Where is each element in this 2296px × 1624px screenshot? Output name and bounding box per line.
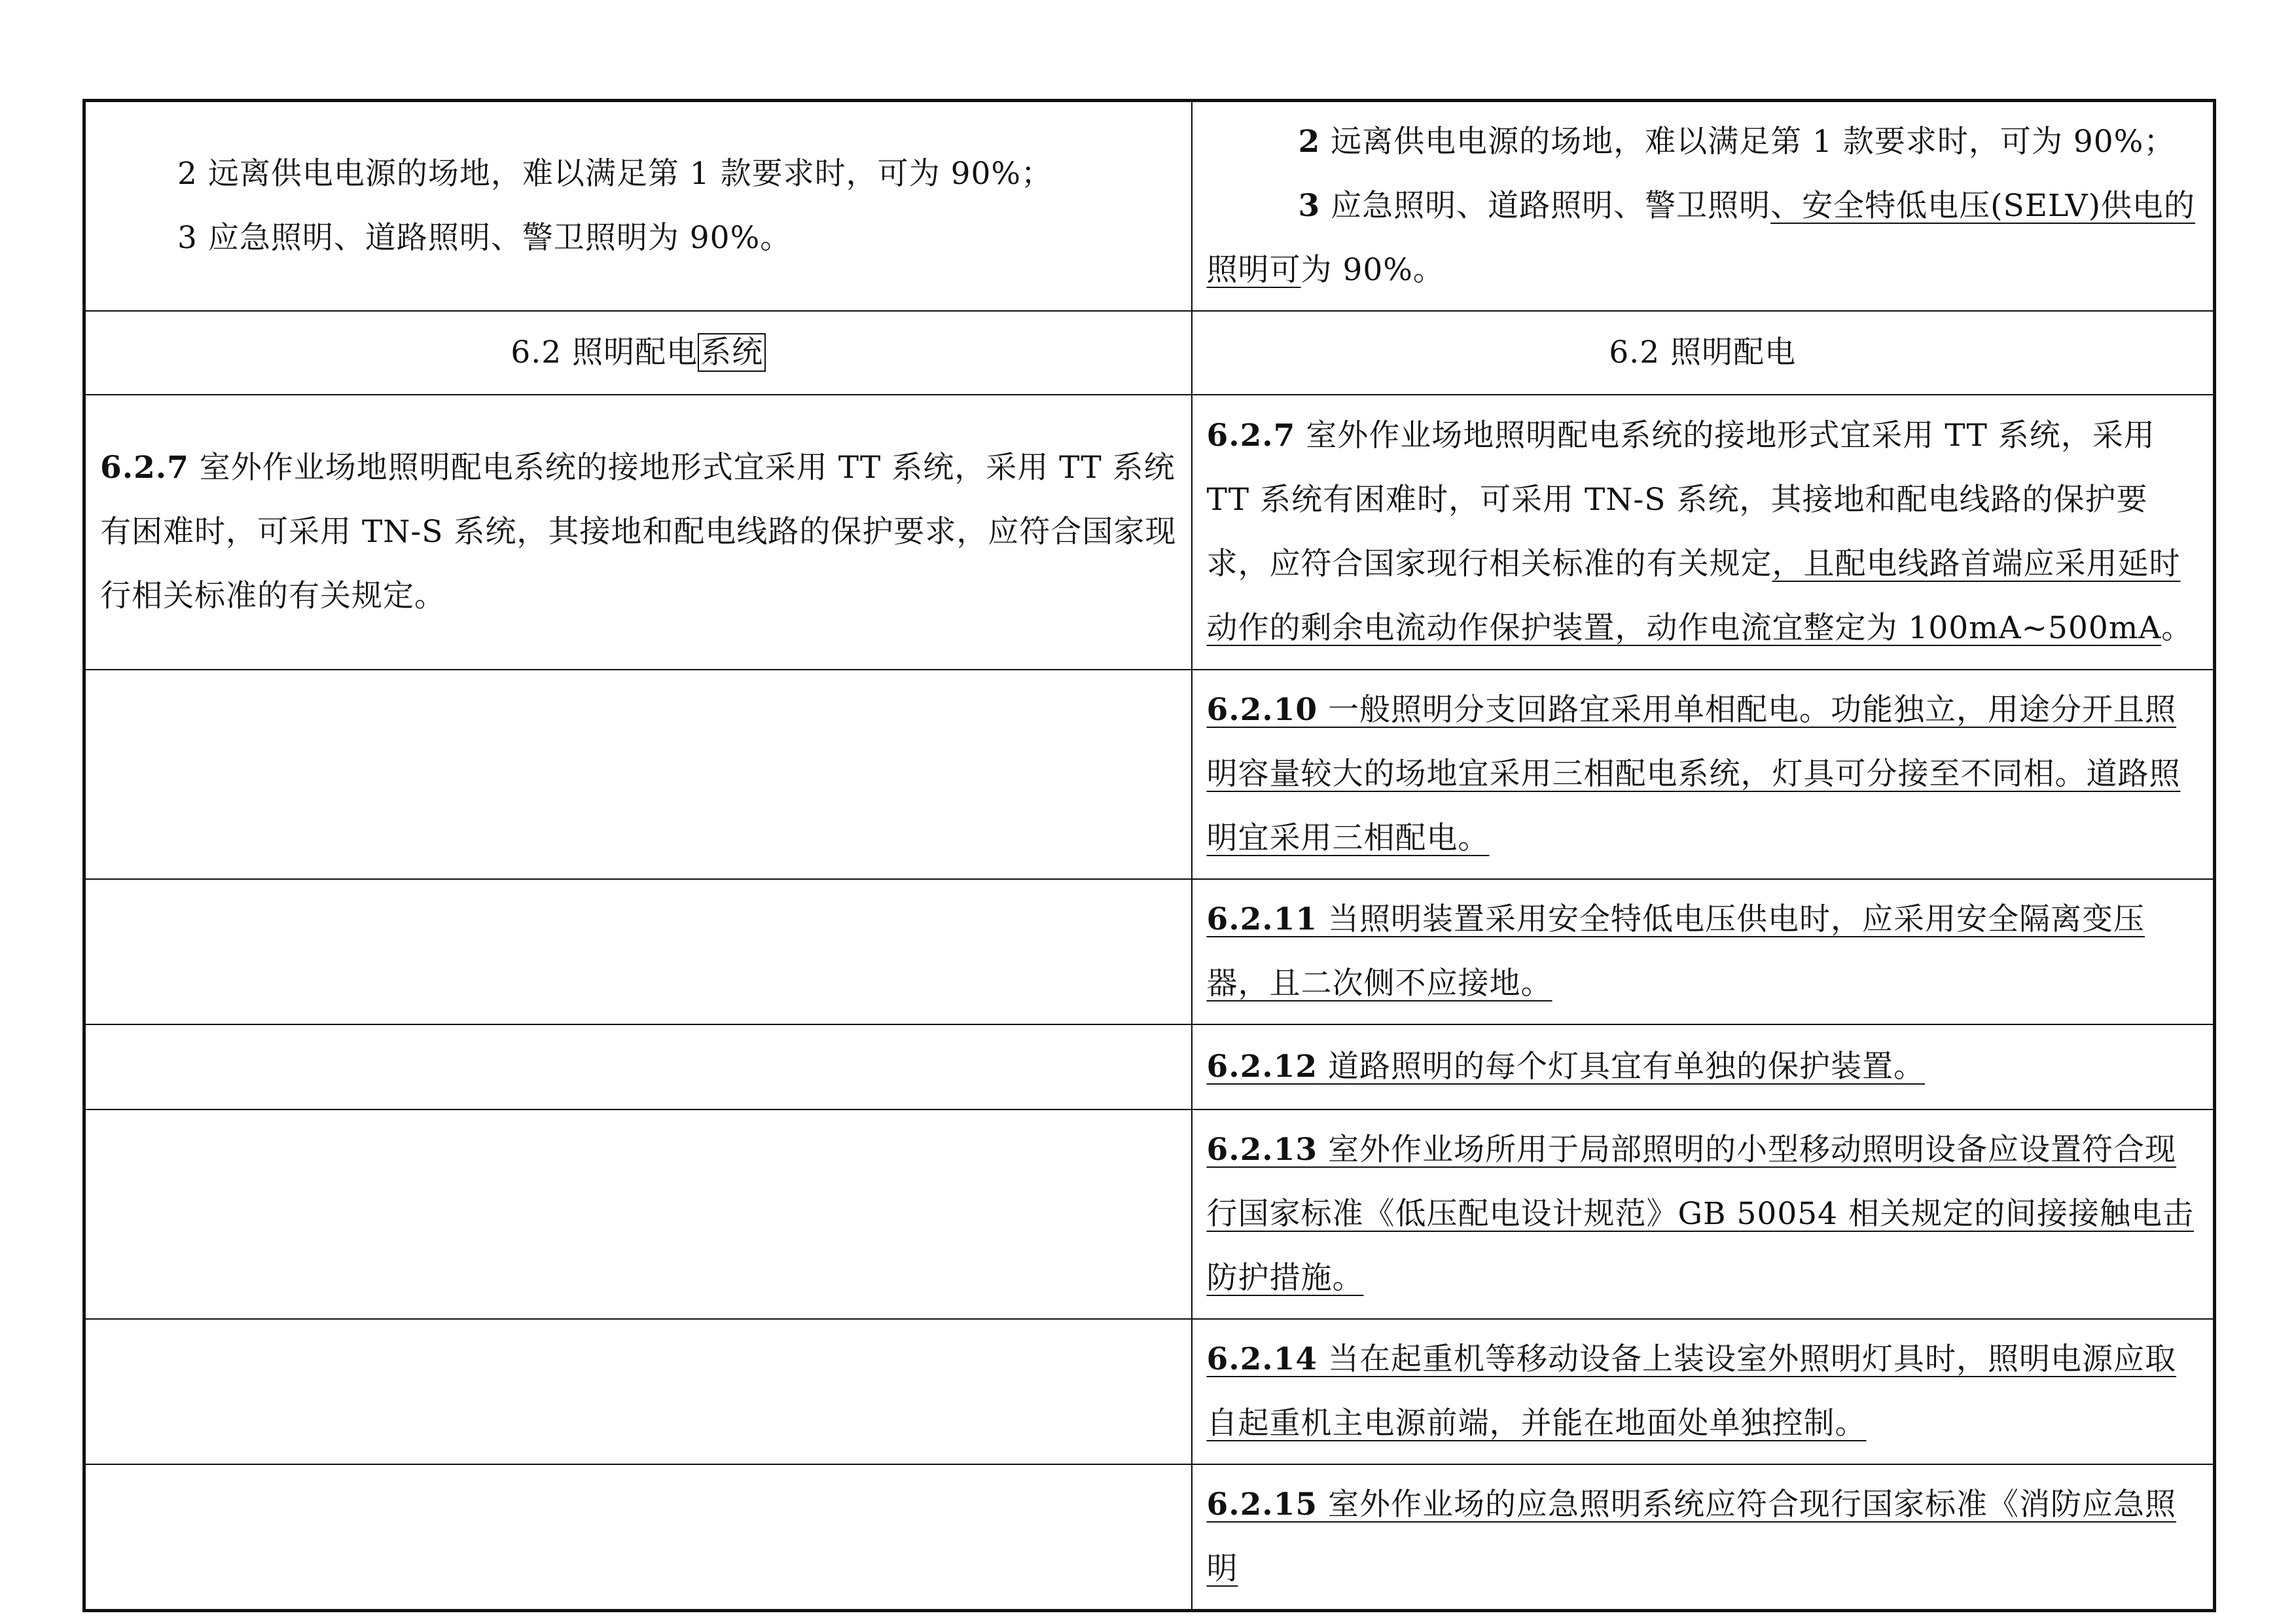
deleted-text-box: 系统 [698,333,766,372]
table-row [86,1024,2213,1110]
right-section-heading: 6.2 照明配电 [1192,311,2214,395]
table-row [86,1319,2213,1464]
table-row [86,879,2213,1024]
left-item-3: 3 应急照明、道路照明、警卫照明为 90%。 [177,220,792,256]
revised-text: 、安全特低电压(SELV)供电的照明可 [1206,188,2195,288]
left-empty-cell [86,1110,1192,1319]
right-item-3: 3 应急照明、道路照明、警卫照明、安全特低电压(SELV)供电的照明可为 90%。 [1206,188,2195,288]
table-row [86,102,2213,311]
right-cell-row1 [1192,102,2214,311]
left-empty-cell [86,879,1192,1024]
left-empty-cell [86,1024,1192,1110]
left-cell-row1 [86,102,1192,311]
left-item-2: 2 远离供电电源的场地，难以满足第 1 款要求时，可为 90%； [177,156,1053,192]
comparison-document [82,99,2216,1612]
revised-text: ，且配电线路首端应采用延时动作的剩余电流动作保护装置，动作电流宜整定为 100mA~500mA [1206,546,2181,646]
table-row [86,311,2213,395]
left-empty-cell [86,1464,1192,1609]
left-empty-cell [86,670,1192,879]
right-clause-6-2-15: 6.2.15 室外作业场的应急照明系统应符合现行国家标准《消防应急照明 [1192,1464,2214,1609]
left-section-heading: 6.2 照明配电系统 [86,311,1192,395]
comparison-table [86,102,2213,1609]
table-row [86,670,2213,879]
right-clause-6-2-7: 6.2.7 室外作业场地照明配电系统的接地形式宜采用 TT 系统，采用 TT 系统有困难时，可采用 TN-S 系统，其接地和配电线路的保护要求，应符合国家现行相关标准的有关规定，且配电线路首端应采用延时动作的剩余电流动作保护装置，动作电流宜整定为 100mA~500mA。 [1192,395,2214,670]
table-row [86,1110,2213,1319]
right-item-2: 2 远离供电电源的场地，难以满足第 1 款要求时，可为 90%； [1298,124,2176,160]
right-clause-6-2-11: 6.2.11 当照明装置采用安全特低电压供电时，应采用安全隔离变压器，且二次侧不应接地。 [1192,879,2214,1024]
right-clause-6-2-14: 6.2.14 当在起重机等移动设备上装设室外照明灯具时，照明电源应取自起重机主电源前端，并能在地面处单独控制。 [1192,1319,2214,1464]
right-clause-6-2-13: 6.2.13 室外作业场所用于局部照明的小型移动照明设备应设置符合现行国家标准《低压配电设计规范》GB 50054 相关规定的间接接触电击防护措施。 [1192,1110,2214,1319]
left-clause-6-2-7: 6.2.7 室外作业场地照明配电系统的接地形式宜采用 TT 系统，采用 TT 系统有困难时，可采用 TN-S 系统，其接地和配电线路的保护要求，应符合国家现行相关标准的有关规定。 [86,395,1192,670]
left-empty-cell [86,1319,1192,1464]
right-clause-6-2-12: 6.2.12 道路照明的每个灯具宜有单独的保护装置。 [1192,1024,2214,1110]
table-row [86,1464,2213,1609]
right-clause-6-2-10: 6.2.10 一般照明分支回路宜采用单相配电。功能独立，用途分开且照明容量较大的场地宜采用三相配电系统，灯具可分接至不同相。道路照明宜采用三相配电。 [1192,670,2214,879]
table-row [86,395,2213,670]
